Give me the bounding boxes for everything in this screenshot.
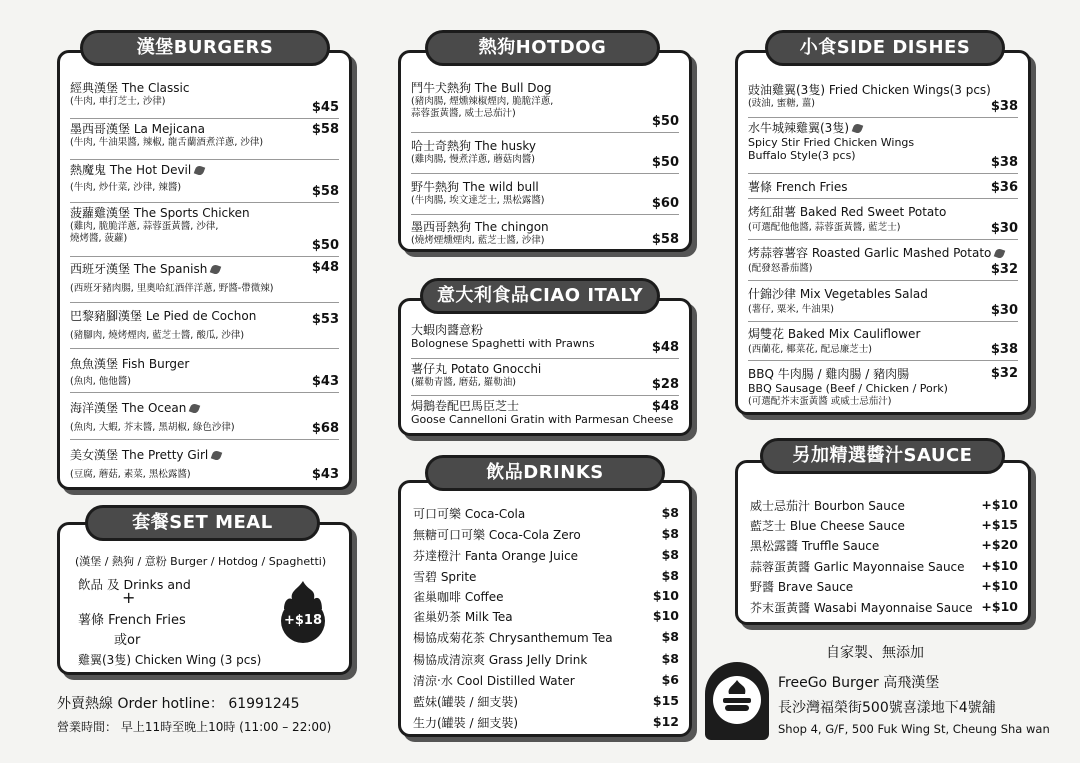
chili-icon <box>994 248 1006 260</box>
item-name: 哈士奇熱狗 The husky <box>411 139 537 153</box>
item-name: 清涼‧水 Cool Distilled Water <box>413 674 575 688</box>
menu-item <box>748 175 1018 199</box>
item-price: $58 <box>311 184 339 199</box>
menu-item <box>748 241 1018 281</box>
item-price: +$15 <box>981 517 1018 532</box>
chili-icon <box>210 264 222 276</box>
item-name: 野醬 Brave Sauce <box>750 580 854 594</box>
drink-row <box>413 714 679 731</box>
item-desc: (豉油, 蜜糖, 薑) <box>748 98 815 109</box>
sauce-row <box>750 599 1018 616</box>
sauce-row <box>750 497 1018 514</box>
setmeal-panel <box>57 522 352 675</box>
item-price: +$20 <box>981 537 1018 552</box>
menu-item <box>70 304 339 349</box>
setmeal-header: 套餐SET MEAL <box>85 505 320 541</box>
item-subtitle: BBQ Sausage (Beef / Chicken / Pork) <box>748 382 948 395</box>
drink-row <box>413 568 679 585</box>
menu-item <box>70 394 339 440</box>
item-name: 烤紅甜薯 Baked Red Sweet Potato <box>748 205 947 219</box>
drink-row <box>413 608 679 625</box>
item-name: 鬥牛犬熱狗 The Bull Dog <box>411 81 552 95</box>
item-subtitle: Goose Cannelloni Gratin with Parmesan Cheese <box>411 413 674 426</box>
chili-icon <box>852 123 864 135</box>
item-name: 芥末蛋黃醬 Wasabi Mayonnaise Sauce <box>750 601 973 615</box>
item-name: 薯仔丸 Potato Gnocchi <box>411 362 542 376</box>
menu-item <box>70 258 339 303</box>
item-desc: (可選配芥末蛋黃醬 或威士忌茄汁) <box>748 396 892 407</box>
item-name: 薯條 French Fries <box>748 180 848 194</box>
drink-row <box>413 629 679 646</box>
menu-item <box>748 282 1018 322</box>
item-desc: (羅勒青醬, 磨菇, 羅勒油) <box>411 377 516 388</box>
item-price: +$10 <box>981 497 1018 512</box>
item-price: $60 <box>651 196 679 211</box>
item-desc: (牛肉, 牛油果醬, 辣椒, 龍舌蘭酒煮洋蔥, 沙律) <box>70 137 264 148</box>
menu-item <box>70 441 339 485</box>
item-name: 美女漢堡 The Pretty Girl <box>70 448 209 462</box>
item-name: 雀巢奶茶 Milk Tea <box>413 610 513 624</box>
setmeal-fries: 薯條 French Fries <box>78 613 186 628</box>
item-price: $28 <box>651 377 679 392</box>
item-price: $53 <box>311 312 339 327</box>
item-price: $38 <box>990 99 1018 114</box>
item-price: $30 <box>990 221 1018 236</box>
item-price: $36 <box>990 180 1018 195</box>
item-name: 烤蒜蓉薯容 Roasted Garlic Mashed Potato <box>748 246 992 260</box>
setmeal-drinks: 飲品 及 Drinks and <box>78 577 191 592</box>
item-price: $48 <box>651 340 679 355</box>
hotdog-panel <box>398 50 692 252</box>
drink-row <box>413 693 679 710</box>
item-price: $48 <box>651 399 679 414</box>
price-badge <box>278 579 328 645</box>
item-name: 墨西哥熱狗 The chingon <box>411 220 549 234</box>
item-name: 巴黎豬腳漢堡 Le Pied de Cochon <box>70 309 257 323</box>
item-name: 藍妹(罐裝 / 細支裝) <box>413 695 519 709</box>
badge-price: +$18 <box>283 613 323 628</box>
item-name: 魚魚漢堡 Fish Burger <box>70 357 190 371</box>
item-name: 經典漢堡 The Classic <box>70 81 190 95</box>
brand-name: FreeGo Burger 高飛漢堡 <box>778 675 940 691</box>
item-price: $32 <box>990 366 1018 381</box>
item-name: 野牛熱狗 The wild bull <box>411 180 539 194</box>
item-price: $68 <box>311 421 339 436</box>
item-name: 海洋漢堡 The Ocean <box>70 401 187 415</box>
item-name: 無糖可口可樂 Coca-Cola Zero <box>413 528 581 542</box>
item-name: BBQ 牛肉腸 / 雞肉腸 / 豬肉腸 <box>748 367 910 381</box>
item-price: +$10 <box>981 578 1018 593</box>
menu-item <box>411 397 679 435</box>
item-desc-line2: 蒜蓉蛋黃醬, 威士忌茄汁) <box>411 108 516 119</box>
item-desc: (西班牙豬肉腸, 里奧哈紅酒伴洋蔥, 野醬-帶微辣) <box>70 283 274 294</box>
item-price: $43 <box>311 374 339 389</box>
menu-item <box>411 134 679 174</box>
item-price: $45 <box>311 100 339 115</box>
menu-item <box>748 119 1018 174</box>
drink-row <box>413 672 679 689</box>
item-name: 西班牙漢堡 The Spanish <box>70 262 208 276</box>
item-name: 黑松露醬 Truffle Sauce <box>750 539 880 553</box>
logo-icon <box>705 662 769 740</box>
item-desc: (可選配他他醬, 蒜蓉蛋黃醬, 藍芝士) <box>748 222 901 233</box>
menu-item <box>70 204 339 257</box>
item-subtitle-line2: Buffalo Style(3 pcs) <box>748 149 856 162</box>
item-desc: (魚肉, 他他醬) <box>70 376 131 387</box>
item-name: 大蝦肉醬意粉 <box>411 323 484 337</box>
mushroom-icon <box>211 450 223 462</box>
item-name: 楊協成清涼爽 Grass Jelly Drink <box>413 653 588 667</box>
sauce-row <box>750 578 1018 595</box>
item-price: $6 <box>661 672 679 687</box>
hotdog-header: 熱狗HOTDOG <box>425 30 660 66</box>
item-desc: (魚肉, 大蝦, 芥末醬, 黑胡椒, 綠色沙律) <box>70 422 235 433</box>
item-desc: (雞肉, 脆脆洋蔥, 蒜蓉蛋黃醬, 沙律, <box>70 221 219 232</box>
chili-icon <box>189 403 201 415</box>
item-price: $15 <box>652 693 679 708</box>
drink-row <box>413 588 679 605</box>
item-desc: (西蘭花, 椰菜花, 配忌廉芝士) <box>748 344 872 355</box>
item-price: $38 <box>990 155 1018 170</box>
item-price: $58 <box>311 122 339 137</box>
menu-item <box>70 120 339 160</box>
menu-item <box>748 323 1018 361</box>
drink-row <box>413 505 679 522</box>
item-name: 菠蘿雞漢堡 The Sports Chicken <box>70 206 250 220</box>
burgers-panel <box>57 50 352 490</box>
sides-header: 小食SIDE DISHES <box>765 30 1005 66</box>
italy-panel <box>398 298 692 436</box>
item-subtitle: Spicy Stir Fried Chicken Wings <box>748 136 915 149</box>
item-desc: (雞肉腸, 慢煮洋蔥, 蘑菇肉醬) <box>411 154 535 165</box>
item-price: $30 <box>990 303 1018 318</box>
item-price: $12 <box>652 714 679 729</box>
burgers-header: 漢堡BURGERS <box>80 30 330 66</box>
sauce-panel <box>735 460 1031 625</box>
opening-hours: 營業時間： 早上11時至晚上10時 (11:00 – 22:00) <box>57 720 332 734</box>
item-desc-line2: 燒烤醬, 菠蘿) <box>70 233 128 244</box>
item-price: $43 <box>311 467 339 482</box>
item-name: 雀巢咖啡 Coffee <box>413 590 504 604</box>
drink-row <box>413 651 679 668</box>
menu-item <box>411 175 679 215</box>
item-name: 熱魔鬼 The Hot Devil <box>70 163 192 177</box>
setmeal-plus: + <box>122 588 136 607</box>
item-price: $50 <box>651 114 679 129</box>
address-chinese: 長沙灣福榮街500號喜漾地下4號舖 <box>778 700 996 716</box>
menu-item <box>411 216 679 250</box>
item-name: 豉油雞翼(3隻) Fried Chicken Wings(3 pcs) <box>748 83 991 97</box>
item-price: $8 <box>661 651 679 666</box>
setmeal-or: 或or <box>114 633 141 648</box>
italy-header: 意大利食品CIAO ITALY <box>420 278 660 314</box>
item-price: $50 <box>311 238 339 253</box>
item-price: $58 <box>651 232 679 247</box>
item-name: 蒜蓉蛋黃醬 Garlic Mayonnaise Sauce <box>750 560 965 574</box>
menu-item <box>70 350 339 393</box>
item-price: $8 <box>661 629 679 644</box>
item-desc: (牛肉, 車打芝士, 沙律) <box>70 96 166 107</box>
menu-item <box>70 79 339 119</box>
logo-badge <box>705 662 769 740</box>
item-price: $8 <box>661 505 679 520</box>
flame-icon <box>278 579 328 645</box>
item-name: 芬達橙汁 Fanta Orange Juice <box>413 549 579 563</box>
sides-panel <box>735 50 1031 415</box>
drink-row <box>413 547 679 564</box>
chili-icon <box>194 165 206 177</box>
item-name: 威士忌茄汁 Bourbon Sauce <box>750 499 905 513</box>
item-name: 墨西哥漢堡 La Mejicana <box>70 122 205 136</box>
item-desc: (豬腳肉, 燒烤煙肉, 藍芝士醬, 酸瓜, 沙律) <box>70 330 245 341</box>
item-desc: (燒烤煙燻煙肉, 藍芝士醬, 沙律) <box>411 235 545 246</box>
item-name: 焗鵝卷配巴馬臣芝士 <box>411 399 520 413</box>
item-name: 水牛城辣雞翼(3隻) <box>748 121 849 135</box>
item-price: $8 <box>661 526 679 541</box>
item-desc: (豆腐, 蘑菇, 素菜, 黑松露醬) <box>70 469 191 480</box>
drinks-panel <box>398 480 692 737</box>
item-name: 藍芝士 Blue Cheese Sauce <box>750 519 905 533</box>
item-name: 焗雙花 Baked Mix Cauliflower <box>748 327 921 341</box>
setmeal-wing: 雞翼(3隻) Chicken Wing (3 pcs) <box>78 653 262 667</box>
item-desc: (薯仔, 粟米, 牛油果) <box>748 304 834 315</box>
address-english: Shop 4, G/F, 500 Fuk Wing St, Cheung Sha wan <box>778 722 1050 736</box>
item-desc: (豬肉腸, 煙燻辣椒煙肉, 脆脆洋蔥, <box>411 96 554 107</box>
item-subtitle: Bolognese Spaghetti with Prawns <box>411 337 595 350</box>
sauce-row <box>750 537 1018 554</box>
item-desc: (牛肉腸, 埃文達芝士, 黑松露醬) <box>411 195 545 206</box>
menu-item <box>748 200 1018 240</box>
item-name: 什錦沙律 Mix Vegetables Salad <box>748 287 928 301</box>
item-price: $32 <box>990 262 1018 277</box>
setmeal-base: (漢堡 / 熱狗 / 意粉 Burger / Hotdog / Spaghetti) <box>75 555 327 568</box>
item-price: +$10 <box>981 558 1018 573</box>
menu-item <box>411 360 679 396</box>
item-price: $48 <box>311 260 339 275</box>
item-name: 生力(罐裝 / 細支裝) <box>413 716 519 730</box>
item-desc: (牛肉, 炒什菜, 沙律, 辣醬) <box>70 182 182 193</box>
item-name: 楊協成菊花茶 Chrysanthemum Tea <box>413 631 613 645</box>
sauce-row <box>750 517 1018 534</box>
menu-item <box>411 321 679 359</box>
homemade-tagline: 自家製、無添加 <box>826 645 924 661</box>
menu-item <box>748 362 1018 412</box>
item-name: 雪碧 Sprite <box>413 570 477 584</box>
menu-item <box>70 161 339 203</box>
item-price: $8 <box>661 547 679 562</box>
item-price: $38 <box>990 342 1018 357</box>
drink-row <box>413 526 679 543</box>
drinks-header: 飲品DRINKS <box>425 455 665 491</box>
item-price: $50 <box>651 155 679 170</box>
sauce-header: 另加精選醬汁SAUCE <box>760 438 1005 474</box>
menu-item <box>748 81 1018 118</box>
item-price: $10 <box>652 608 679 623</box>
item-desc: (配發怒番茄醬) <box>748 263 813 274</box>
item-price: $10 <box>652 588 679 603</box>
item-price: $8 <box>661 568 679 583</box>
sauce-row <box>750 558 1018 575</box>
order-hotline: 外賣熱線 Order hotline： 61991245 <box>57 696 300 712</box>
item-name: 可口可樂 Coca-Cola <box>413 507 526 521</box>
menu-item <box>411 79 679 133</box>
item-price: +$10 <box>981 599 1018 614</box>
